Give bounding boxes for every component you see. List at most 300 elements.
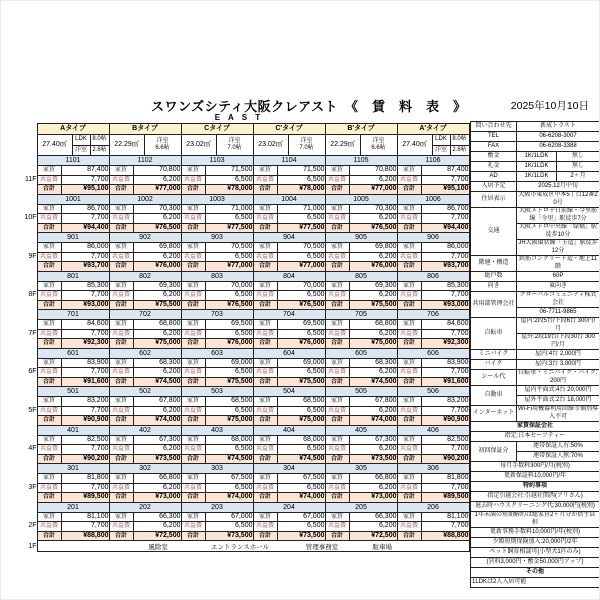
- fee-value: 7,700: [421, 445, 469, 455]
- room-number: 202: [109, 502, 181, 512]
- rent-row: [17, 320, 469, 330]
- rent-label: 家賃: [37, 474, 61, 484]
- room-number: 503: [181, 387, 253, 397]
- total-value: ¥76,500: [277, 300, 325, 310]
- fee-value: 6,200: [349, 214, 397, 224]
- rent-value: 70,300: [349, 204, 397, 214]
- rent-value: 67,000: [205, 512, 253, 522]
- rent-value: 71,500: [277, 166, 325, 176]
- info-value: 自転車・ミニバイク・バイク:200円: [518, 370, 598, 384]
- fee-value: 6,500: [205, 214, 253, 224]
- total-label: 合計: [37, 223, 61, 233]
- fee-value: 6,500: [277, 252, 325, 262]
- floor-label: 5F: [28, 406, 37, 414]
- total-label: 合計: [181, 493, 205, 503]
- rent-label: 家賃: [109, 435, 133, 445]
- room-number: 206: [397, 502, 469, 512]
- rent-value: 70,500: [205, 243, 253, 253]
- fee-value: 6,200: [133, 252, 181, 262]
- fee-row: [17, 406, 469, 416]
- rent-label: 家賃: [109, 320, 133, 330]
- total-label: 合計: [325, 493, 349, 503]
- rent-value: 69,300: [133, 281, 181, 291]
- total-label: 合計: [253, 223, 277, 233]
- info-value: 少額短期保険加入:20,000円/2年: [471, 538, 600, 548]
- room-line: [73, 146, 109, 156]
- rent-value: 81,800: [421, 474, 469, 484]
- first-floor-facilities: [37, 541, 469, 552]
- total-value: ¥74,000: [277, 493, 325, 503]
- total-value: ¥77,000: [205, 262, 253, 272]
- floor-column-spacer: [17, 156, 37, 166]
- rent-label: 家賃: [37, 320, 61, 330]
- total-label: 合計: [181, 454, 205, 464]
- total-label: 合計: [253, 185, 277, 195]
- room-number: 1102: [109, 156, 181, 166]
- info-value: 屋内:3台 3,000円: [517, 360, 600, 370]
- rent-value: 69,500: [205, 320, 253, 330]
- rent-value: 68,300: [349, 358, 397, 368]
- total-value: ¥93,000: [61, 300, 109, 310]
- fee-value: 7,700: [421, 329, 469, 339]
- room-number: 1004: [253, 194, 325, 204]
- total-label: 合計: [181, 377, 205, 387]
- total-label: 合計: [37, 185, 61, 195]
- info-value: 更新事務手数料10,000円/年(税別): [471, 528, 600, 538]
- room-number: 404: [253, 425, 325, 435]
- total-value: ¥78,000: [277, 185, 325, 195]
- info-row: [471, 192, 600, 208]
- rent-label: 家賃: [37, 204, 61, 214]
- rent-label: 家賃: [181, 474, 205, 484]
- room-size: 2.6帖: [452, 146, 467, 153]
- fee-label: 共益費: [397, 522, 421, 532]
- room-number: 303: [181, 464, 253, 474]
- fee-label: 共益費: [325, 483, 349, 493]
- fee-label: 共益費: [253, 368, 277, 378]
- size-wrap: [254, 135, 325, 155]
- info-value: 無し: [557, 152, 600, 162]
- room-layout: [216, 135, 253, 155]
- info-row: [471, 122, 600, 132]
- type-size-row: [17, 135, 469, 156]
- facility-label: 管理事務室: [305, 544, 339, 551]
- total-row: [17, 416, 469, 426]
- total-value: ¥90,200: [61, 454, 109, 464]
- info-label: シール代: [471, 370, 517, 386]
- rent-value: 67,500: [205, 474, 253, 484]
- rent-value: 86,700: [61, 204, 109, 214]
- rent-value: 70,000: [277, 281, 325, 291]
- room-number-row: [17, 310, 469, 320]
- room-number: 604: [253, 348, 325, 358]
- type-size-cell: [253, 135, 325, 156]
- total-value: ¥73,000: [133, 493, 181, 503]
- fee-value: 7,700: [421, 252, 469, 262]
- fee-label: 共益費: [37, 329, 61, 339]
- rent-value: 87,400: [61, 166, 109, 176]
- total-value: ¥93,700: [421, 262, 469, 272]
- rent-value: 68,500: [277, 397, 325, 407]
- total-label: 合計: [181, 339, 205, 349]
- size-wrap: [38, 135, 109, 155]
- total-label: 合計: [37, 300, 61, 310]
- info-label: 自転車: [471, 318, 517, 350]
- total-value: ¥76,000: [277, 339, 325, 349]
- rent-value: 66,800: [133, 474, 181, 484]
- room-stack: [145, 138, 181, 153]
- fee-value: 6,500: [277, 175, 325, 185]
- room-number: 706: [397, 310, 469, 320]
- fee-value: 6,500: [205, 445, 253, 455]
- info-row: [471, 152, 600, 162]
- fee-value: 6,500: [205, 406, 253, 416]
- type-header: A'タイプ: [397, 124, 469, 135]
- info-row: [471, 292, 600, 308]
- total-value: ¥73,000: [349, 493, 397, 503]
- fee-label: 共益費: [109, 483, 133, 493]
- rent-value: 86,000: [421, 243, 469, 253]
- rent-label: 家賃: [397, 281, 421, 291]
- info-label: 階建・構造: [471, 256, 517, 272]
- room-stack: [217, 138, 253, 153]
- rent-value: 66,300: [349, 512, 397, 522]
- total-row: [17, 300, 469, 310]
- info-value: 連帯保証人有:50%: [517, 442, 600, 452]
- room-number: 801: [37, 271, 109, 281]
- room-number: 606: [397, 348, 469, 358]
- room-number: 504: [253, 387, 325, 397]
- info-value: 無し: [557, 162, 600, 172]
- fee-label: 共益費: [253, 445, 277, 455]
- room-number: 1105: [325, 156, 397, 166]
- room-kind: 洋室: [300, 137, 313, 144]
- fee-label: 共益費: [109, 252, 133, 262]
- fee-label: 共益費: [181, 406, 205, 416]
- type-header: Cタイプ: [181, 124, 253, 135]
- room-layout: [288, 135, 325, 155]
- room-number: 402: [109, 425, 181, 435]
- fee-value: 6,500: [277, 406, 325, 416]
- fee-value: 7,700: [421, 522, 469, 532]
- total-label: 合計: [37, 416, 61, 426]
- rent-label: 家賃: [37, 435, 61, 445]
- room-number: 1006: [397, 194, 469, 204]
- total-value: ¥93,000: [421, 300, 469, 310]
- type-size-cell: [181, 135, 253, 156]
- total-label: 合計: [325, 262, 349, 272]
- room-number: 1103: [181, 156, 253, 166]
- info-value: 指定:日本セーフティー: [471, 432, 600, 442]
- info-value: 退去時ハウスクリーニング代:30,000円(税別): [471, 502, 600, 512]
- fee-label: 共益費: [397, 252, 421, 262]
- total-label: 合計: [253, 339, 277, 349]
- rent-label: 家賃: [109, 281, 133, 291]
- rent-label: 家賃: [109, 512, 133, 522]
- room-number: 502: [109, 387, 181, 397]
- room-number: 605: [325, 348, 397, 358]
- fee-label: 共益費: [325, 291, 349, 301]
- total-value: ¥74,500: [349, 377, 397, 387]
- info-row: [471, 386, 600, 396]
- page-title: スワンズシティ大阪クレアスト 《 賃 料 表 》: [151, 99, 467, 114]
- room-number: 902: [109, 233, 181, 243]
- fee-value: 7,700: [61, 483, 109, 493]
- info-label: 交通: [471, 208, 517, 256]
- rent-label: 家賃: [397, 435, 421, 445]
- info-value: 大阪メトロ千日前線・今里筋線「今里」駅徒歩7分: [517, 208, 600, 224]
- room-size: 8.0帖: [452, 136, 467, 142]
- type-size-cell: [109, 135, 181, 156]
- fee-label: 共益費: [181, 214, 205, 224]
- room-kind: LDK: [73, 135, 91, 145]
- info-label: 総戸数: [471, 272, 517, 282]
- total-label: 合計: [37, 531, 61, 541]
- info-row: [471, 182, 600, 192]
- issue-date: 2025年10月10日: [510, 100, 589, 112]
- fee-label: 共益費: [109, 406, 133, 416]
- fee-value: 7,700: [421, 368, 469, 378]
- fee-value: 6,200: [349, 445, 397, 455]
- rent-value: 70,500: [277, 243, 325, 253]
- info-label: 礼金: [471, 162, 517, 172]
- room-number: 506: [397, 387, 469, 397]
- info-value: 1年未満の短期解約は総家賃2ヶ月分が借主負担: [471, 512, 600, 528]
- rent-label: 家賃: [325, 204, 349, 214]
- room-kind: 洋室: [228, 137, 241, 144]
- rent-value: 67,300: [349, 435, 397, 445]
- info-value: Wi-Fi用機器利用回線等個別導入不可: [518, 406, 598, 420]
- room-number-row: [17, 156, 469, 166]
- info-label: インターネット: [471, 406, 517, 422]
- info-row: [471, 442, 600, 452]
- fee-value: 6,200: [133, 445, 181, 455]
- info-row: [471, 142, 600, 152]
- fee-value: 7,700: [61, 329, 109, 339]
- fee-value: 6,200: [349, 522, 397, 532]
- total-row: [17, 377, 469, 387]
- fee-value: 7,700: [61, 291, 109, 301]
- room-number: 805: [325, 271, 397, 281]
- total-value: ¥90,200: [421, 454, 469, 464]
- type-header: B'タイプ: [325, 124, 397, 135]
- room-size: 7.0帖: [227, 145, 242, 151]
- room-number: 906: [397, 233, 469, 243]
- info-row: [471, 406, 600, 422]
- rent-value: 68,000: [277, 435, 325, 445]
- info-row: [471, 282, 600, 292]
- info-value: 鉄筋コンクリート造・地上11階: [517, 256, 600, 272]
- fee-label: 共益費: [181, 522, 205, 532]
- total-label: 合計: [397, 185, 421, 195]
- total-label: 合計: [109, 377, 133, 387]
- fee-label: 共益費: [109, 214, 133, 224]
- room-kind: 洋室: [372, 137, 385, 144]
- info-value: 06-7711-9865: [517, 308, 600, 318]
- rent-value: 86,000: [61, 243, 109, 253]
- info-value: 1K/1LDK: [517, 162, 557, 172]
- total-label: 合計: [253, 416, 277, 426]
- rent-value: 67,800: [133, 397, 181, 407]
- room-number: 405: [325, 425, 397, 435]
- fee-label: 共益費: [181, 291, 205, 301]
- room-number: 601: [37, 348, 109, 358]
- room-number: 703: [181, 310, 253, 320]
- type-header: Aタイプ: [37, 124, 109, 135]
- rent-label: 家賃: [397, 474, 421, 484]
- fee-label: 共益費: [109, 291, 133, 301]
- fee-value: 6,200: [133, 214, 181, 224]
- floor-label: 6F: [28, 368, 37, 375]
- rent-label: 家賃: [181, 320, 205, 330]
- rent-value: 86,700: [421, 204, 469, 214]
- rent-label: 家賃: [397, 512, 421, 522]
- rent-label: 家賃: [37, 281, 61, 291]
- info-label: 向き: [471, 282, 517, 292]
- rent-label: 家賃: [325, 358, 349, 368]
- total-label: 合計: [181, 185, 205, 195]
- rent-value: 69,000: [205, 358, 253, 368]
- rent-label: 家賃: [253, 243, 277, 253]
- info-table: [470, 121, 600, 588]
- room-number: 602: [109, 348, 181, 358]
- rent-value: 68,000: [205, 435, 253, 445]
- fee-value: 7,700: [61, 214, 109, 224]
- total-value: ¥90,900: [61, 416, 109, 426]
- info-value: 東向き: [517, 282, 600, 292]
- rent-label: 家賃: [253, 474, 277, 484]
- fee-label: 共益費: [181, 175, 205, 185]
- room-kind: 洋室: [433, 146, 451, 156]
- total-value: ¥89,500: [421, 493, 469, 503]
- room-number: 1003: [181, 194, 253, 204]
- info-value: (賃料3,000円・敷金50,000円アップ): [471, 558, 600, 568]
- fee-row: [17, 214, 469, 224]
- fee-row: [17, 368, 469, 378]
- info-value: 1K/1LDK: [517, 172, 557, 182]
- size-wrap: [326, 135, 397, 155]
- rent-label: 家賃: [253, 320, 277, 330]
- total-value: ¥94,400: [421, 223, 469, 233]
- rent-value: 70,000: [205, 281, 253, 291]
- total-label: 合計: [253, 493, 277, 503]
- info-row: [471, 492, 600, 502]
- rent-value: 87,400: [421, 166, 469, 176]
- fee-label: 共益費: [109, 368, 133, 378]
- total-label: 合計: [325, 454, 349, 464]
- info-value: 大阪メトロ中央線「緑橋」駅徒歩10分: [517, 224, 600, 240]
- fee-row: [17, 175, 469, 185]
- fee-value: 6,200: [349, 291, 397, 301]
- fee-value: 6,500: [277, 445, 325, 455]
- fee-value: 6,200: [133, 368, 181, 378]
- rent-value: 84,600: [61, 320, 109, 330]
- total-label: 合計: [181, 223, 205, 233]
- room-kind: LDK: [433, 135, 451, 145]
- fee-value: 6,200: [349, 329, 397, 339]
- rent-label: 家賃: [181, 435, 205, 445]
- rent-row: [17, 397, 469, 407]
- info-label: 共用部管理会社: [471, 292, 517, 318]
- total-label: 合計: [37, 262, 61, 272]
- total-label: 合計: [253, 454, 277, 464]
- rent-value: 68,300: [133, 358, 181, 368]
- total-label: 合計: [109, 493, 133, 503]
- rent-label: 家賃: [325, 320, 349, 330]
- rent-value: 83,900: [61, 358, 109, 368]
- floor-label: 1F: [28, 542, 37, 550]
- total-value: ¥88,800: [61, 531, 109, 541]
- type-size-cell: [37, 135, 109, 156]
- fee-value: 7,700: [421, 175, 469, 185]
- fee-value: 7,700: [61, 406, 109, 416]
- room-number-row: [17, 271, 469, 281]
- rent-label: 家賃: [397, 204, 421, 214]
- floor-label: 3F: [28, 483, 37, 491]
- room-number: 204: [253, 502, 325, 512]
- room-number: 406: [397, 425, 469, 435]
- fee-label: 共益費: [397, 445, 421, 455]
- room-kind: 洋室: [156, 137, 169, 144]
- fee-value: 6,200: [349, 252, 397, 262]
- rent-table: [17, 123, 470, 552]
- room-layout: [360, 135, 397, 155]
- room-number: 203: [181, 502, 253, 512]
- info-row: [471, 578, 600, 588]
- rent-value: 68,800: [349, 320, 397, 330]
- fee-row: [17, 483, 469, 493]
- room-number: 705: [325, 310, 397, 320]
- fee-value: 6,500: [277, 483, 325, 493]
- rent-value: 69,800: [349, 243, 397, 253]
- total-label: 合計: [397, 223, 421, 233]
- total-label: 合計: [325, 416, 349, 426]
- rent-label: 家賃: [253, 166, 277, 176]
- total-label: 合計: [325, 185, 349, 195]
- rent-value: 84,600: [421, 320, 469, 330]
- total-value: ¥77,500: [277, 223, 325, 233]
- fee-label: 共益費: [37, 522, 61, 532]
- room-number-row: [17, 194, 469, 204]
- rent-label: 家賃: [397, 320, 421, 330]
- info-value: ペット飼育相談可(小型犬1匹のみ): [471, 548, 600, 558]
- fee-label: 共益費: [253, 214, 277, 224]
- total-label: 合計: [325, 377, 349, 387]
- room-size: 2.6帖: [92, 146, 107, 153]
- total-value: ¥75,500: [277, 377, 325, 387]
- total-value: ¥72,500: [133, 531, 181, 541]
- fee-label: 共益費: [325, 175, 349, 185]
- room-number: 501: [37, 387, 109, 397]
- fee-value: 7,700: [61, 445, 109, 455]
- floor-column-spacer: [17, 387, 37, 397]
- room-number: 802: [109, 271, 181, 281]
- rent-label: 家賃: [397, 358, 421, 368]
- first-floor-row: [17, 541, 469, 552]
- total-value: ¥76,000: [349, 262, 397, 272]
- rent-value: 67,300: [133, 435, 181, 445]
- info-row: [471, 360, 600, 370]
- total-value: ¥75,000: [205, 416, 253, 426]
- rent-value: 67,500: [277, 474, 325, 484]
- info-value: 2025.12月中旬: [517, 182, 600, 192]
- fee-label: 共益費: [397, 175, 421, 185]
- total-value: ¥75,000: [277, 416, 325, 426]
- total-value: ¥94,400: [61, 223, 109, 233]
- rent-label: 家賃: [181, 204, 205, 214]
- fee-label: 共益費: [397, 368, 421, 378]
- fee-value: 6,200: [133, 329, 181, 339]
